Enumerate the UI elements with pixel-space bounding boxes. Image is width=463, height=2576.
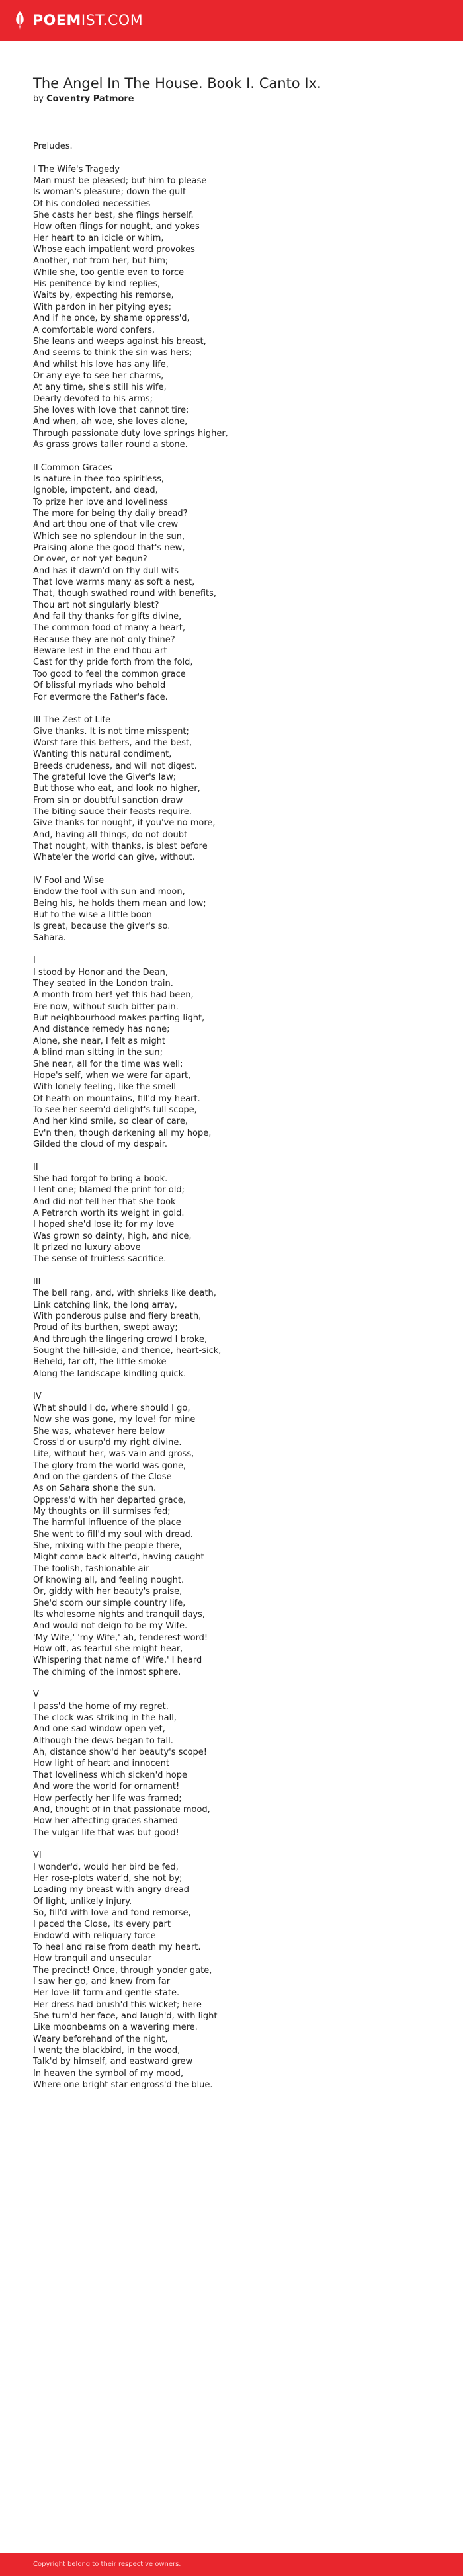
poem-line: Or over, or not yet begun? [33, 554, 147, 565]
poem-line: But to the wise a little boon [33, 910, 152, 921]
brand-name-bold: POEM [32, 12, 81, 29]
poem-line: She near, all for the time was well; [33, 1059, 183, 1069]
by-label: by [33, 94, 44, 104]
poem-line: I stood by Honor and the Dean, [33, 967, 169, 977]
poem-line: How oft, as fearful she might hear, [33, 1644, 183, 1655]
poem-line: Another, not from her, but him; [33, 256, 169, 267]
poem-line: And did not tell her that she took [33, 1196, 176, 1207]
poem-line: Praising alone the good that's new, [33, 543, 185, 554]
poem-line: And fail thy thanks for gifts divine, [33, 612, 182, 622]
poem-line: The vulgar life that was but good! [33, 1827, 179, 1838]
poem-line: And art thou one of that vile crew [33, 520, 179, 530]
poem-line: And, thought of in that passionate mood, [33, 1804, 210, 1815]
poem-title: The Angel In The House. Book I. Canto Ix. [33, 75, 321, 91]
poem-body [33, 141, 430, 2091]
poem-line: While she, too gentle even to force [33, 267, 185, 278]
poem-line: III [33, 1277, 41, 1288]
poem-line: Worst fare this betters, and the best, [33, 737, 192, 748]
poem-line: Its wholesome nights and tranquil days, [33, 1610, 206, 1620]
poem-line: How tranquil and unsecular [33, 1954, 152, 1964]
poem-line: Give thanks. It is not time misspent; [33, 726, 189, 737]
poem-line: Life, without her, was vain and gross, [33, 1449, 194, 1460]
poem-line: Cross'd or usurp'd my right divine. [33, 1437, 182, 1448]
poem-content [0, 41, 463, 2091]
poem-line: I paced the Close, its every part [33, 1919, 171, 1930]
stanza-break [33, 1380, 430, 1391]
poem-line: With pardon in her pitying eyes; [33, 302, 171, 312]
poem-line: And distance remedy has none; [33, 1024, 170, 1035]
poem-line: She'd scorn our simple country life, [33, 1598, 186, 1608]
poem-line: How often flings for nought, and yokes [33, 222, 200, 232]
poem-line: They seated in the London train. [33, 979, 173, 989]
poem-line: The clock was striking in the hall, [33, 1713, 177, 1724]
poem-line: Which see no splendour in the sun, [33, 531, 185, 542]
poem-line: The foolish, fashionable air [33, 1563, 149, 1574]
poem-line: Of his condoled necessities [33, 198, 151, 209]
poem-line: Too good to feel the common grace [33, 669, 186, 679]
poem-line: The common food of many a heart, [33, 623, 186, 634]
poem-line: The biting sauce their feasts require. [33, 806, 192, 817]
brand-name [32, 13, 143, 29]
poem-line: Loading my breast with angry dread [33, 1885, 190, 1895]
poem-line: That nought, with thanks, is blest before [33, 841, 208, 851]
poem-line: How perfectly her life was framed; [33, 1793, 182, 1804]
poem-line: Ere now, without such bitter pain. [33, 1001, 179, 1012]
poem-line: And would not deign to be my Wife. [33, 1621, 188, 1632]
site-logo[interactable] [12, 11, 143, 30]
stanza-break [33, 152, 430, 163]
poem-line: VI [33, 1850, 42, 1861]
poem-line: Dearly devoted to his arms; [33, 394, 153, 404]
poem-line: Whate'er the world can give, without. [33, 852, 195, 863]
stanza-break [33, 944, 430, 955]
poem-line: Or, giddy with her beauty's praise, [33, 1587, 183, 1597]
stanza-break [33, 1265, 430, 1276]
poem-line: Whispering that name of 'Wife,' I heard [33, 1655, 202, 1666]
poem-line: My thoughts on ill surmises fed; [33, 1506, 171, 1517]
poem-line: III The Zest of Life [33, 715, 110, 726]
poem-line: Link catching link, the long array, [33, 1300, 177, 1310]
poem-line: I saw her go, and knew from far [33, 1977, 171, 1987]
poem-line: Weary beforehand of the night, [33, 2034, 168, 2044]
poem-line: With lonely feeling, like the smell [33, 1082, 176, 1093]
poem-line: Is nature in thee too spiritless, [33, 474, 165, 484]
stanza-break [33, 703, 430, 714]
poem-line: That love warms many as soft a nest, [33, 577, 195, 588]
poem-line: She casts her best, she flings herself. [33, 210, 194, 221]
poem-line: Ev'n then, though darkening all my hope, [33, 1128, 212, 1138]
poem-line: And if he once, by shame oppress'd, [33, 313, 190, 324]
poem-line: II Common Graces [33, 462, 112, 473]
poem-line: In heaven the symbol of my mood, [33, 2068, 184, 2079]
poem-line: She was, whatever here below [33, 1426, 165, 1436]
poem-line: But those who eat, and look no higher, [33, 784, 200, 794]
poem-line: But neighbourhood makes parting light, [33, 1013, 205, 1024]
poem-line: And seems to think the sin was hers; [33, 348, 192, 358]
stanza-break [33, 1150, 430, 1161]
poem-line: She loves with love that cannot tire; [33, 405, 189, 415]
poem-line: Her love-lit form and gentle state. [33, 1988, 180, 1999]
poem-line: She had forgot to bring a book. [33, 1173, 168, 1184]
poem-line: Endow'd with reliquary force [33, 1931, 156, 1941]
poem-line: 'My Wife,' 'my Wife,' ah, tenderest word! [33, 1632, 208, 1643]
poem-line: I wonder'd, would her bird be fed, [33, 1862, 179, 1872]
poem-line: Of light, unlikely injury. [33, 1896, 132, 1907]
poem-line: Was grown so dainty, high, and nice, [33, 1231, 192, 1241]
poem-line: And one sad window open yet, [33, 1724, 165, 1735]
poem-line: Wanting this natural condiment, [33, 749, 172, 760]
poem-line: Her dress had brush'd this wicket; here [33, 1999, 202, 2010]
poem-line: As on Sahara shone the sun. [33, 1483, 157, 1494]
poem-line: Being his, he holds them mean and low; [33, 898, 206, 909]
brand-name-light: IST.COM [81, 12, 144, 29]
poem-line: Ah, distance show'd her beauty's scope! [33, 1747, 207, 1758]
poem-line: She turn'd her face, and laugh'd, with light [33, 2011, 218, 2022]
poem-line: Her heart to an icicle or whim, [33, 233, 164, 243]
poem-line: The grateful love the Giver's law; [33, 772, 177, 782]
site-footer [0, 2553, 463, 2576]
poem-line: So, fill'd with love and fond remorse, [33, 1907, 191, 1918]
poem-line: Might come back alter'd, having caught [33, 1552, 204, 1563]
poem-line: For evermore the Father's face. [33, 692, 168, 702]
poem-line: Along the landscape kindling quick. [33, 1368, 187, 1379]
poem-line: The more for being thy daily bread? [33, 509, 188, 519]
stanza-break [33, 1839, 430, 1850]
poem-line: I The Wife's Tragedy [33, 164, 120, 175]
poem-line: The glory from the world was gone, [33, 1460, 187, 1471]
poem-line: From sin or doubtful sanction draw [33, 795, 183, 806]
poem-line: Whose each impatient word provokes [33, 245, 195, 255]
poem-line: Hope's self, when we were far apart, [33, 1070, 191, 1081]
poem-line: Cast for thy pride forth from the fold, [33, 657, 193, 668]
poem-line: She leans and weeps against his breast, [33, 336, 206, 347]
poem-line: The precinct! Once, through yonder gate, [33, 1965, 212, 1975]
poem-line: And when, ah woe, she loves alone, [33, 417, 188, 427]
byline [33, 94, 430, 104]
poem-line: It prized no luxury above [33, 1243, 141, 1253]
poem-line: I pass'd the home of my regret. [33, 1701, 169, 1712]
poem-line: A blind man sitting in the sun; [33, 1048, 163, 1058]
poem-line: Of knowing all, and feeling nought. [33, 1575, 185, 1585]
poem-line: I hoped she'd lose it; for my love [33, 1220, 175, 1230]
poem-line: She went to fill'd my soul with dread. [33, 1529, 193, 1540]
poem-line: Is great, because the giver's so. [33, 921, 171, 932]
poem-line: How light of heart and innocent [33, 1759, 169, 1769]
quill-icon [12, 11, 28, 30]
poem-line: And, having all things, do not doubt [33, 829, 188, 840]
poem-line: And has it dawn'd on thy dull wits [33, 565, 179, 576]
poem-line: And wore the world for ornament! [33, 1782, 180, 1792]
stanza-break [33, 1678, 430, 1689]
poem-line: To see her seem'd delight's full scope, [33, 1104, 197, 1115]
poem-line: Beheld, far off, the little smoke [33, 1357, 167, 1368]
poem-line: Although the dews began to fall. [33, 1735, 173, 1746]
poem-line: Ignoble, impotent, and dead, [33, 485, 158, 496]
poem-line: Give thanks for nought, if you've no more, [33, 818, 216, 829]
poem-line: How her affecting graces shamed [33, 1816, 179, 1827]
poem-line: V [33, 1690, 39, 1700]
poem-line: Beware lest in the end thou art [33, 646, 167, 657]
poem-line: Or any eye to see her charms, [33, 370, 164, 381]
poem-line: With ponderous pulse and fiery breath, [33, 1311, 202, 1322]
poem-line: Thou art not singularly blest? [33, 600, 159, 610]
poem-line: And on the gardens of the Close [33, 1472, 172, 1482]
poem-line: As grass grows taller round a stone. [33, 439, 188, 450]
poem-line: Of heath on mountains, fill'd my heart. [33, 1093, 200, 1104]
poem-line: And her kind smile, so clear of care, [33, 1116, 188, 1127]
poem-line: Breeds crudeness, and will not digest. [33, 761, 197, 771]
poem-line: I went; the blackbird, in the wood, [33, 2046, 181, 2056]
poem-line: That loveliness which sicken'd hope [33, 1770, 188, 1780]
poem-line: IV Fool and Wise [33, 876, 105, 886]
poem-line: A month from her! yet this had been, [33, 990, 194, 1001]
poem-line: Because they are not only thine? [33, 634, 175, 645]
poem-line: Waits by, expecting his remorse, [33, 290, 174, 301]
poem-line: Is woman's pleasure; down the gulf [33, 187, 186, 198]
poem-line: Where one bright star engross'd the blue. [33, 2080, 213, 2091]
poem-line: Of blissful myriads who behold [33, 681, 166, 691]
poem-line: To heal and raise from death my heart. [33, 1942, 201, 1952]
poem-line: Endow the fool with sun and moon, [33, 887, 185, 897]
poem-line: II [33, 1162, 38, 1173]
stanza-break [33, 450, 430, 462]
poem-line: At any time, she's still his wife, [33, 382, 167, 393]
poem-line: To prize her love and loveliness [33, 497, 168, 507]
poem-line: Her rose-plots water'd, she not by; [33, 1873, 183, 1884]
poem-line: The chiming of the inmost sphere. [33, 1667, 181, 1677]
poem-line: The harmful influence of the place [33, 1518, 181, 1528]
poem-line: She, mixing with the people there, [33, 1540, 182, 1551]
poem-line: Man must be pleased; but him to please [33, 176, 207, 187]
poem-line: And through the lingering crowd I broke, [33, 1334, 208, 1345]
poem-line: Preludes. [33, 142, 73, 151]
poem-line: I lent one; blamed the print for old; [33, 1185, 185, 1196]
poem-line: That, though swathed round with benefits, [33, 589, 217, 599]
poem-line: Proud of its burthen, swept away; [33, 1323, 178, 1333]
poem-line: The sense of fruitless sacrifice. [33, 1254, 167, 1265]
poem-line: Sahara. [33, 933, 66, 943]
poem-line: Through passionate duty love springs higher, [33, 428, 228, 438]
poem-line: Talk'd by himself, and eastward grew [33, 2057, 193, 2067]
copyright-text: Copyright belong to their respective owners. [33, 2561, 181, 2568]
poem-line: I [33, 956, 36, 966]
poem-line: A comfortable word confers, [33, 325, 155, 335]
author-link[interactable]: Coventry Patmore [46, 94, 134, 104]
poem-line: Oppress'd with her departed grace, [33, 1495, 186, 1505]
poem-line: What should I do, where should I go, [33, 1403, 190, 1413]
poem-line: And whilst his love has any life, [33, 359, 169, 370]
poem-line: The bell rang, and, with shrieks like death, [33, 1288, 216, 1299]
poem-line: A Petrarch worth its weight in gold. [33, 1208, 185, 1218]
site-header [0, 0, 463, 41]
poem-line: Gilded the cloud of my despair. [33, 1139, 168, 1149]
poem-line: His penitence by kind replies, [33, 279, 161, 290]
stanza-break [33, 864, 430, 875]
poem-line: Sought the hill-side, and thence, heart-sick, [33, 1346, 222, 1356]
poem-line: Like moonbeams on a wavering mere. [33, 2022, 198, 2033]
poem-line: IV [33, 1392, 42, 1402]
poem-line: Alone, she near, I felt as might [33, 1036, 166, 1046]
poem-line: Now she was gone, my love! for mine [33, 1415, 196, 1425]
